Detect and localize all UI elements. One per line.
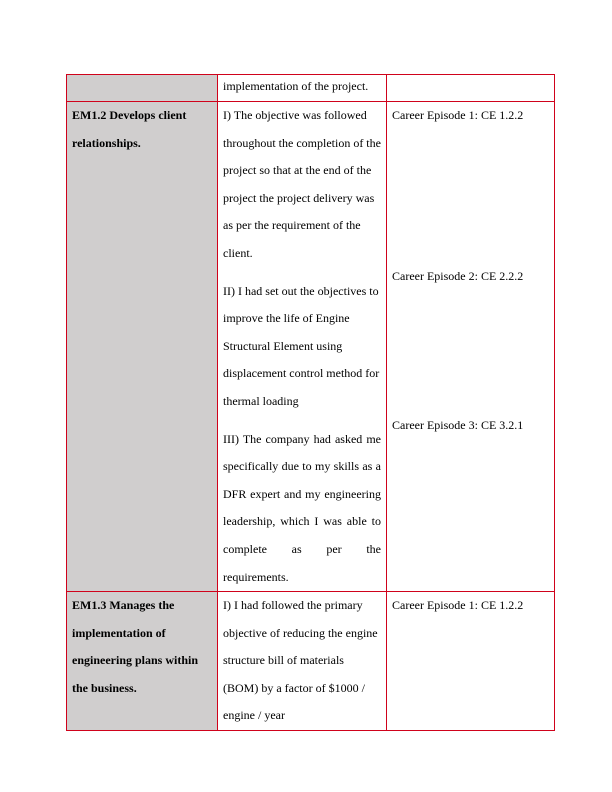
reference-cell — [387, 75, 555, 102]
evidence-paragraph: I) I had followed the primary objective of reducing the engine structure bill of materials (BOM) by a factor of $1000 / engine / year — [223, 598, 378, 723]
career-episode-reference: Career Episode 1: CE 1.2.2 — [392, 598, 524, 613]
career-episode-reference: Career Episode 3: CE 3.2.1 — [392, 418, 524, 433]
evidence-paragraph: III) The company had asked me specifically due to my skills as a DFR expert and my engineering leadership, which I was able to complete as per the requirements. — [223, 431, 381, 584]
evidence-paragraph: II) I had set out the objectives to improve the life of Engine Structural Element using displacement control method for thermal loading — [223, 283, 380, 408]
criterion-cell — [67, 592, 218, 731]
table-row — [67, 592, 555, 731]
evidence-cell — [218, 102, 387, 592]
table-row — [67, 75, 555, 102]
criterion-label: EM1.3 Manages the implementation of engineering plans within the business. — [72, 598, 199, 695]
competency-table — [66, 74, 555, 731]
evidence-paragraph: I) The objective was followed throughout the completion of the project so that at the end of the project the project delivery was as per the requirement of the client. — [223, 108, 381, 260]
criterion-cell — [67, 75, 218, 102]
criterion-label: EM1.2 Develops client relationships. — [72, 108, 187, 150]
reference-cell — [387, 592, 555, 731]
evidence-cell — [218, 75, 387, 102]
reference-cell — [387, 102, 555, 592]
table-row — [67, 102, 555, 592]
career-episode-reference: Career Episode 1: CE 1.2.2 — [392, 108, 524, 122]
criterion-cell — [67, 102, 218, 592]
evidence-cell — [218, 592, 387, 731]
career-episode-reference: Career Episode 2: CE 2.2.2 — [392, 268, 524, 283]
evidence-paragraph: implementation of the project. — [223, 79, 369, 93]
